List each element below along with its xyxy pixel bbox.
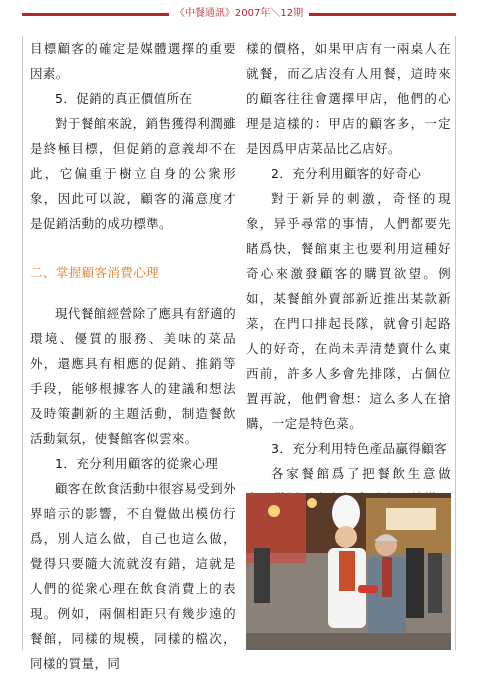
- subheading-herd-mentality: 1．充分利用顧客的從衆心理: [55, 456, 219, 471]
- right-column: [246, 36, 451, 536]
- paragraph-continuation-right: 樣的價格，如果甲店有一兩桌人在就餐，而乙店沒有人用餐，這時來的顧客往往會選擇甲店，他們的心理是這樣的：甲店的顧客多，一定是因爲甲店菜品比乙店好。: [246, 41, 451, 156]
- paragraph-continuation: 目標顧客的確定是媒體選擇的重要因素。: [30, 41, 236, 81]
- paragraph-curiosity: 對于新异的刺激，奇怪的現象，异乎尋常的事情，人們都要先睹爲快，餐館東主也要利用這種好奇心來激發顧客的購買欲望。例如，某餐館外賣部新近推出某款新菜，在門口排起長隊，就會引起路人的好奇，在尚未弄清楚賣什么東西前，許多人多會先排隊，占個位置再說，他們會想：這么多人在搶購，一定是特色菜。: [246, 191, 451, 431]
- right-margin-rule: [455, 36, 456, 650]
- left-column: [30, 36, 236, 676]
- paragraph-modern-restaurant: 現代餐館經營除了應具有舒適的環境、優質的服務、美味的菜品外，還應具有相應的促銷、推銷等手段，能够根據客人的建議和想法及時策劃新的主題活動，制造餐飲活動氣氛，使餐館客似雲來。: [30, 306, 236, 446]
- chef-event-illustration: [246, 493, 451, 650]
- subheading-promotion-value: 5．促銷的真正價值所在: [55, 91, 193, 106]
- paragraph-specialty-products: 各家餐館爲了把餐飲生意做: [271, 466, 451, 481]
- left-margin-rule: [22, 36, 23, 650]
- event-photo: [246, 493, 451, 650]
- section-heading: 二、掌握顧客消費心理: [30, 265, 160, 280]
- header-title: 《中餐通訊》2007年＼12期: [169, 8, 309, 19]
- subheading-curiosity: 2．充分利用顧客的好奇心: [271, 166, 422, 181]
- paragraph-herd-mentality: 顧客在飲食活動中很容易受到外界暗示的影響，不自覺做出模仿行爲，別人這么做，自己也這么做，覺得只要隨大流就沒有錯，這就是人們的從衆心理在飲食消費上的表現。例如，兩個相距只有幾步遠的餐館，同樣的規模，同樣的檔次，同樣的質量，同: [30, 481, 236, 671]
- paragraph-promotion-value: 對于餐館來說，銷售獲得利潤雖是終極目標，但促銷的意義却不在此，它偏重于樹立自身的公衆形象，因此可以說，顧客的滿意度才是促銷活動的成功標準。: [30, 116, 236, 231]
- running-header: [0, 4, 478, 19]
- subheading-specialty-products: 3．充分利用特色產品贏得顧客: [271, 441, 448, 456]
